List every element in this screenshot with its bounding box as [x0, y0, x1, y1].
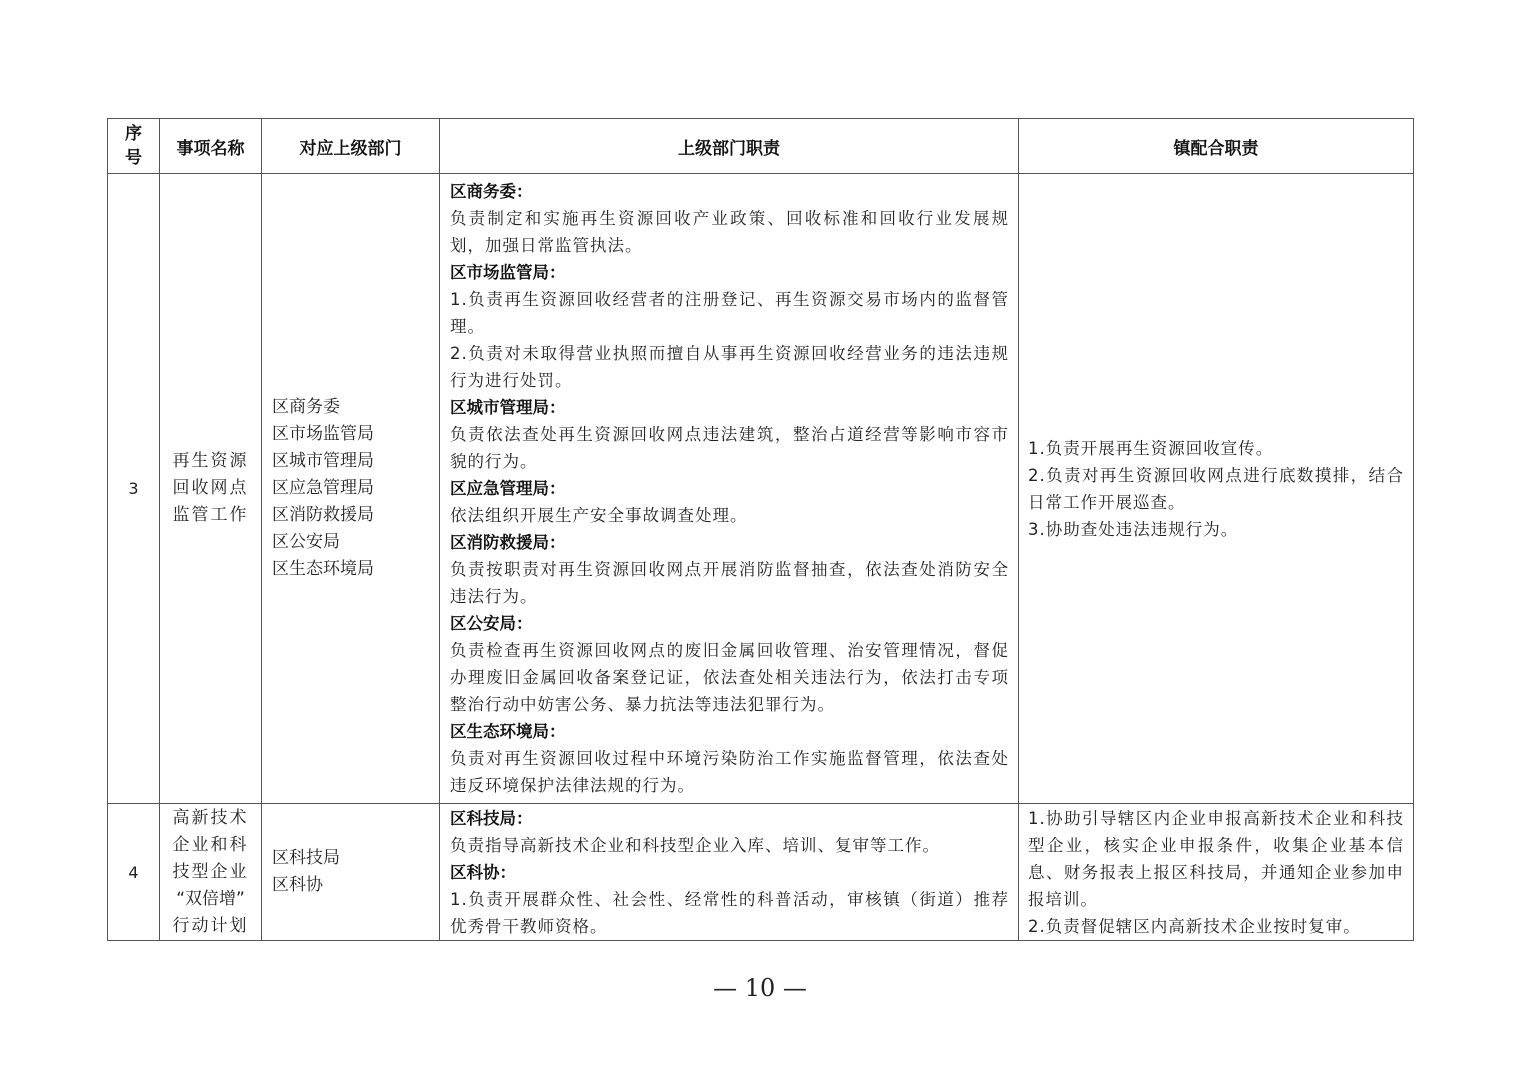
header-town: 镇配合职责	[1019, 119, 1414, 174]
row-town-duties	[1019, 804, 1414, 941]
row-superior-duties	[440, 174, 1019, 804]
duty-text: 负责指导高新技术企业和科技型企业入库、培训、复审等工作。	[450, 835, 940, 855]
duty-text: 负责制定和实施再生资源回收产业政策、回收标准和回收行业发展规划，加强日常监管执法。	[450, 209, 1009, 255]
table-row	[108, 804, 1414, 941]
town-duty-item: 1.协助引导辖区内企业申报高新技术企业和科技型企业，核实企业申报条件，收集企业基本信息、财务报表上报区科技局，并通知企业参加申报培训。	[1028, 808, 1404, 909]
header-seq: 序 号	[108, 119, 160, 174]
duty-text: 负责依法查处再生资源回收网点违法建筑，整治占道经营等影响市容市貌的行为。	[450, 425, 1009, 471]
duty-text: 1.负责开展群众性、社会性、经常性的科普活动，审核镇（街道）推荐优秀骨干教师资格。	[450, 889, 1009, 936]
row-superior-duties	[440, 804, 1019, 941]
duty-dept-heading: 区科协：	[450, 862, 516, 882]
duty-dept-heading: 区科技局：	[450, 808, 533, 828]
row-item-name: 再生资源 回收网点 监管工作	[160, 174, 262, 804]
row-seq: 4	[108, 804, 160, 941]
duty-text: 负责检查再生资源回收网点的废旧金属回收管理、治安管理情况，督促办理废旧金属回收备案登记证，依法查处相关违法行为，依法打击专项整治行动中妨害公务、暴力抗法等违法犯罪行为。	[450, 641, 1009, 714]
row-departments: 区科技局 区科协	[262, 804, 440, 941]
duty-dept-heading: 区市场监管局：	[450, 263, 566, 282]
row-departments: 区商务委 区市场监管局 区城市管理局 区应急管理局 区消防救援局 区公安局 区生态环境局	[262, 174, 440, 804]
town-duty-item: 1.负责开展再生资源回收宣传。	[1028, 438, 1274, 458]
row-item-name: 高新技术 企业和科 技型企业 “双倍增” 行动计划	[160, 804, 262, 941]
duty-text: 依法组织开展生产安全事故调查处理。	[450, 506, 748, 525]
header-name: 事项名称	[160, 119, 262, 174]
header-dept: 对应上级部门	[262, 119, 440, 174]
duty-text: 1.负责再生资源回收经营者的注册登记、再生资源交易市场内的监督管理。	[450, 290, 1009, 336]
duty-text: 负责对再生资源回收过程中环境污染防治工作实施监督管理，依法查处违反环境保护法律法规的行为。	[450, 749, 1009, 795]
table-row	[108, 174, 1414, 804]
row-seq: 3	[108, 174, 160, 804]
duty-dept-heading: 区公安局：	[450, 614, 533, 633]
duty-dept-heading: 区消防救援局：	[450, 533, 566, 552]
duty-text: 负责按职责对再生资源回收网点开展消防监督抽查，依法查处消防安全违法行为。	[450, 560, 1009, 606]
town-duty-item: 2.负责督促辖区内高新技术企业按时复审。	[1028, 916, 1361, 936]
row-town-duties	[1019, 174, 1414, 804]
header-duty: 上级部门职责	[440, 119, 1019, 174]
page-number: — 10 —	[713, 974, 807, 1002]
duty-text: 2.负责对未取得营业执照而擅自从事再生资源回收经营业务的违法违规行为进行处罚。	[450, 344, 1009, 390]
table-header-row	[108, 119, 1414, 174]
duties-table	[107, 118, 1414, 941]
duty-dept-heading: 区应急管理局：	[450, 479, 566, 498]
duty-dept-heading: 区城市管理局：	[450, 398, 566, 417]
town-duty-item: 2.负责对再生资源回收网点进行底数摸排，结合日常工作开展巡查。	[1028, 465, 1404, 512]
duty-dept-heading: 区商务委：	[450, 182, 533, 201]
duty-dept-heading: 区生态环境局：	[450, 722, 566, 741]
town-duty-item: 3.协助查处违法违规行为。	[1028, 519, 1239, 539]
